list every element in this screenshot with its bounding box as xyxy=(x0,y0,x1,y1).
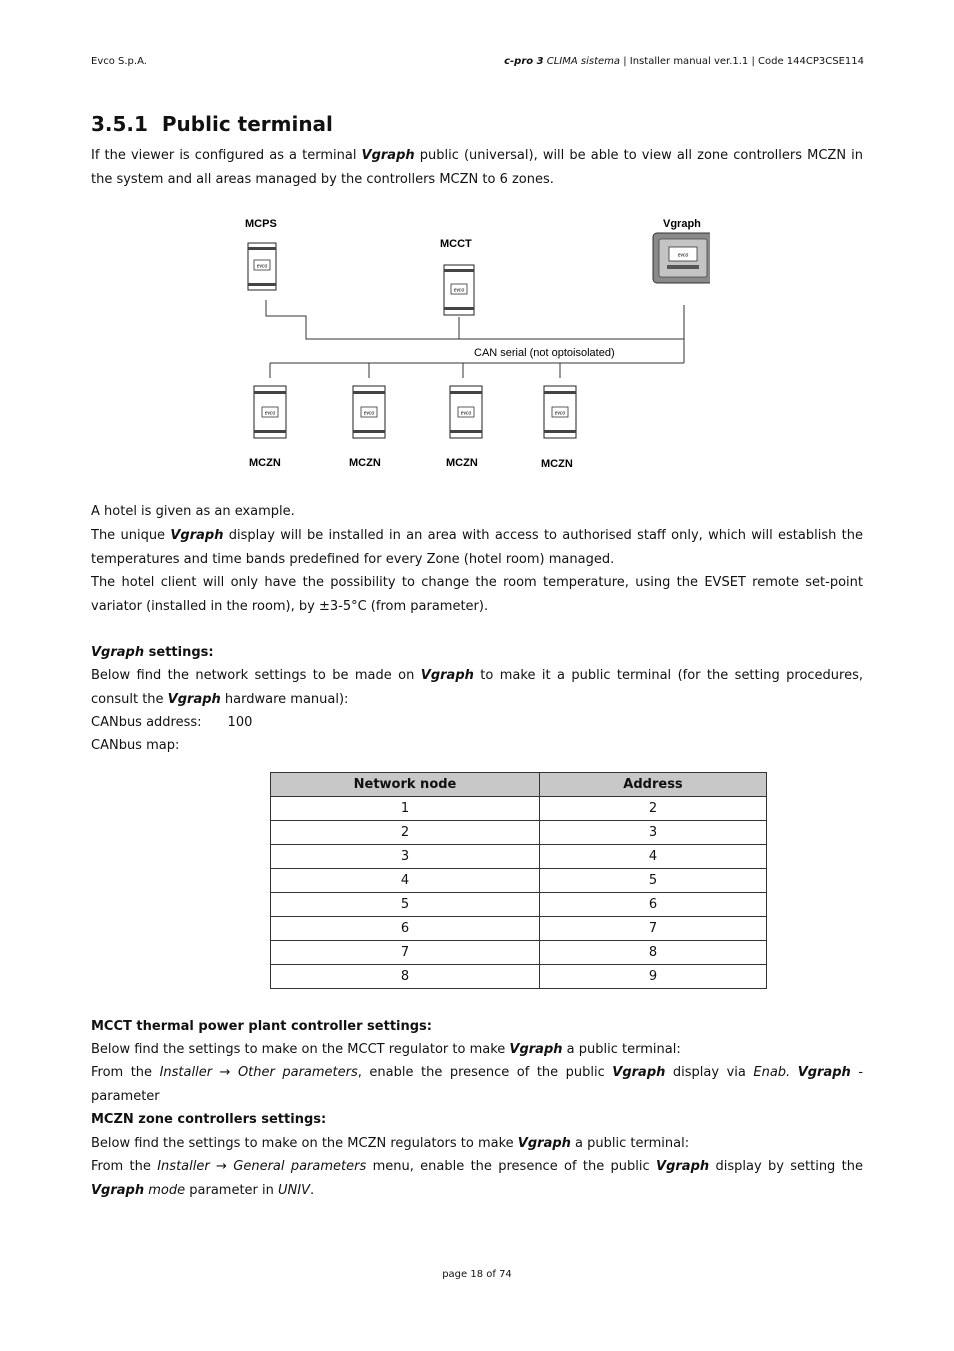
mcct-settings-intro: Below find the settings to make on the MCCT regulator to make Vgraph a public terminal: xyxy=(91,1042,681,1057)
canbus-map-label: CANbus map: xyxy=(91,738,180,753)
example-intro: A hotel is given as an example. xyxy=(91,504,295,519)
device-vgraph xyxy=(653,233,710,283)
mczn-settings-path: From the Installer → General parameters menu, enable the presence of the public Vgraph display by setting the Vgraph mode parameter in UNIV. xyxy=(91,1159,863,1198)
label-mczn-2: MCZN xyxy=(349,457,381,469)
section-title: Public terminal xyxy=(161,112,333,136)
canbus-address: CANbus address: 100 xyxy=(91,715,253,730)
device-mczn-4 xyxy=(544,386,576,438)
table-row: 6 7 xyxy=(271,917,767,941)
device-mczn-1 xyxy=(254,386,286,438)
vgraph-settings-paragraph: Below find the network settings to be made on Vgraph to make it a public terminal (for the setting procedures, consult the Vgraph hardware manual): xyxy=(91,668,864,707)
svg-text:evco: evco xyxy=(363,410,375,417)
svg-text:evco: evco xyxy=(453,287,465,294)
intro-paragraph: If the viewer is configured as a terminal Vgraph public (universal), will be able to view all zone controllers MCZN in the system and all areas managed by the controllers MCZN to 6 zones. xyxy=(91,148,863,187)
svg-text:evco: evco xyxy=(677,252,689,259)
label-vgraph: Vgraph xyxy=(663,218,701,230)
table-row: 7 8 xyxy=(271,941,767,965)
example-paragraph-vgraph: The unique Vgraph display will be installed in an area with access to authorised staff only, which will establish the temperatures and time bands predefined for every Zone (hotel room) managed. xyxy=(91,528,863,567)
header-network-node: Network node xyxy=(271,773,540,797)
bus-lines xyxy=(266,300,684,378)
section-heading xyxy=(91,112,333,136)
section-number: 3.5.1 xyxy=(91,112,148,136)
device-mczn-3 xyxy=(450,386,482,438)
mcct-settings-path: From the Installer → Other parameters, enable the presence of the public Vgraph display via Enab. Vgraph -parameter xyxy=(91,1065,864,1104)
vgraph-settings-heading: Vgraph settings: xyxy=(91,645,214,660)
table-row: 5 6 xyxy=(271,893,767,917)
device-mcps xyxy=(248,243,276,290)
svg-text:evco: evco xyxy=(264,410,276,417)
svg-text:evco: evco xyxy=(256,263,268,270)
page-number: page 18 of 74 xyxy=(442,1269,512,1280)
label-mczn-3: MCZN xyxy=(446,457,478,469)
table-row: 2 3 xyxy=(271,821,767,845)
label-mcps: MCPS xyxy=(245,218,277,230)
table-row: 8 9 xyxy=(271,965,767,989)
device-mczn-2 xyxy=(353,386,385,438)
svg-text:evco: evco xyxy=(460,410,472,417)
header-address: Address xyxy=(540,773,767,797)
mcct-settings-heading: MCCT thermal power plant controller settings: xyxy=(91,1019,432,1034)
header-document-info: c-pro 3 CLIMA sistema | Installer manual ver.1.1 | Code 144CP3CSE114 xyxy=(504,56,864,67)
label-mcct: MCCT xyxy=(440,238,472,250)
table-row: 4 5 xyxy=(271,869,767,893)
canbus-map-table xyxy=(270,772,767,989)
example-paragraph-client: The hotel client will only have the possibility to change the room temperature, using the EVSET remote set-point variator (installed in the room), by ±3-5°C (from parameter). xyxy=(91,575,863,614)
can-network-diagram xyxy=(230,208,710,478)
table-header-row xyxy=(271,773,767,797)
mczn-settings-heading: MCZN zone controllers settings: xyxy=(91,1112,327,1127)
table-row: 1 2 xyxy=(271,797,767,821)
header-company: Evco S.p.A. xyxy=(91,56,147,67)
label-mczn-1: MCZN xyxy=(249,457,281,469)
bus-label: CAN serial (not optoisolated) xyxy=(474,347,615,359)
label-mczn-4: MCZN xyxy=(541,458,573,470)
device-mcct xyxy=(444,265,474,315)
table-row: 3 4 xyxy=(271,845,767,869)
svg-text:evco: evco xyxy=(554,410,566,417)
mczn-settings-intro: Below find the settings to make on the MCZN regulators to make Vgraph a public terminal: xyxy=(91,1136,690,1151)
